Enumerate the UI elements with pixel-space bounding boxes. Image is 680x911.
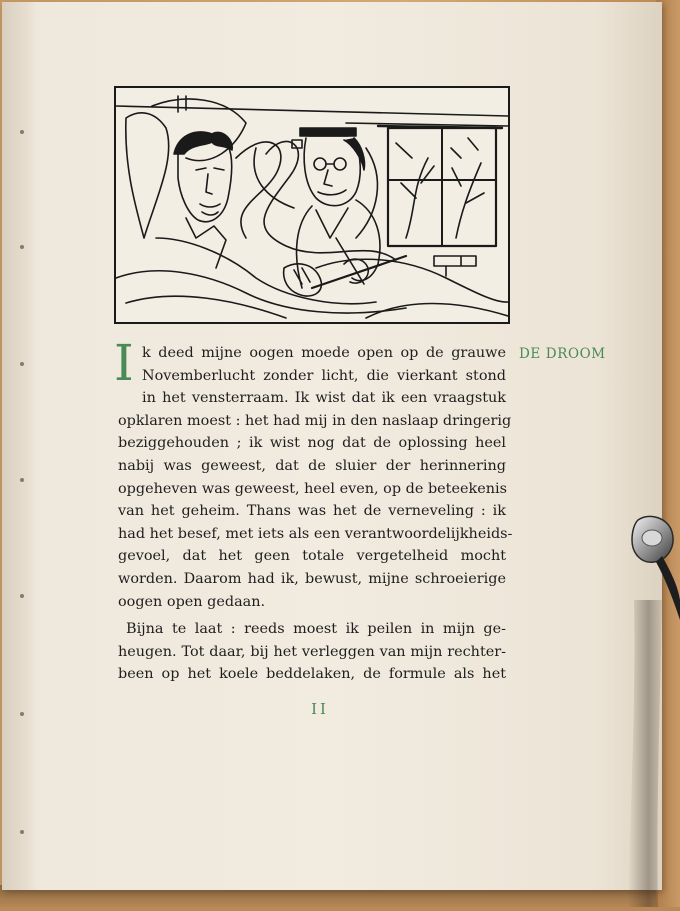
binding-stitch [20, 830, 24, 834]
binding-stitch [20, 362, 24, 366]
binding-stitch [20, 478, 24, 482]
text-line: worden. Daarom had ik, bewust, mijne schroeierige [118, 570, 506, 587]
body-text [118, 342, 513, 686]
text-line: in het vensterraam. Ik wist dat ik een vraagstuk [142, 390, 506, 407]
text-line: opgeheven was geweest, heel even, op de beteekenis [118, 480, 507, 497]
text-line: opklaren moest : het had mij in den naslaap dringerig [118, 412, 512, 429]
chapter-margin-title: DE DROOM [519, 346, 606, 362]
text-line: Novemberlucht zonder licht, die vierkant stond [142, 367, 506, 384]
text-line: heugen. Tot daar, bij het verleggen van mijn rechter- [118, 643, 506, 660]
text-line: had het besef, met iets als een verantwoordelijkheids- [118, 525, 513, 542]
text-line: Bijna te laat : reeds moest ik peilen in mijn ge- [126, 621, 506, 638]
text-line: been op het koele beddelaken, de formule als het [118, 666, 506, 683]
text-line: van het geheim. Thans was het de verneveling : ik [118, 503, 506, 520]
text-line: oogen open gedaan. [118, 593, 266, 610]
binding-stitch [20, 594, 24, 598]
page-number: II [311, 700, 329, 718]
text-line: k deed mijne oogen moede open op de grauwe [142, 345, 506, 361]
binding-stitch [20, 245, 24, 249]
text-line: gevoel, dat het geen totale vergetelheid mocht [118, 548, 506, 565]
page-clip-icon [628, 510, 680, 907]
drop-cap: I [114, 334, 134, 392]
woodcut-bed-scene-icon [114, 86, 510, 324]
page-gutter [2, 2, 36, 890]
binding-stitch [20, 130, 24, 134]
text-line: beziggehouden ; ik wist nog dat de oplossing heel [118, 435, 506, 452]
binding-stitch [20, 712, 24, 716]
text-line: nabij was geweest, dat de sluier der herinnering [118, 457, 506, 474]
